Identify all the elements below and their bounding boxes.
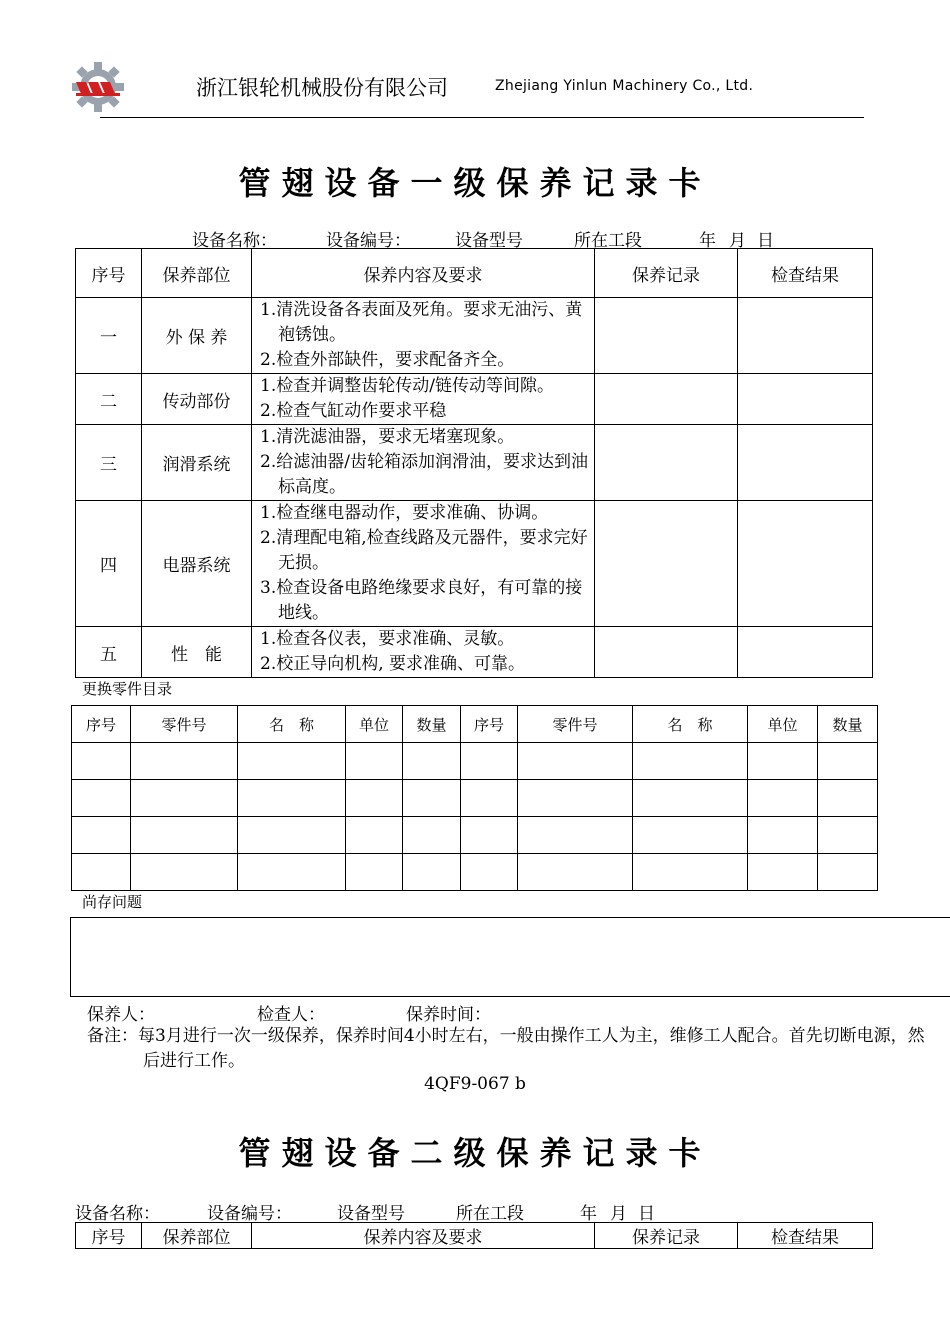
row-part: 电器系统 [142, 501, 252, 627]
row-content [252, 425, 595, 501]
header-cell: 序号 [76, 249, 142, 298]
result-cell[interactable] [738, 374, 873, 425]
inspector-label: 检查人： [257, 1005, 325, 1025]
date-month-label: 月 [610, 1204, 627, 1224]
card1-info-line [0, 226, 950, 250]
header-cell: 保养部位 [142, 1223, 252, 1249]
maintenance-table-1 [75, 248, 873, 678]
row-number: 五 [76, 627, 142, 678]
section-label: 所在工段 [574, 231, 642, 251]
maintenance-table-2 [75, 1222, 873, 1249]
parts-header-cell: 零件号 [131, 706, 238, 743]
parts-header-cell: 序号 [72, 706, 131, 743]
row-number: 四 [76, 501, 142, 627]
record-cell[interactable] [595, 298, 738, 374]
date-year-label: 年 [580, 1204, 597, 1224]
content-item: 2.校正导向机构, 要求准确、可靠。 [260, 654, 526, 674]
equipment-model-label: 设备型号 [337, 1204, 405, 1224]
document-code: 4QF9-067 b [424, 1074, 526, 1094]
header-cell: 保养记录 [595, 249, 738, 298]
row-content [252, 627, 595, 678]
record-cell[interactable] [595, 374, 738, 425]
table-header-row [76, 249, 873, 298]
result-cell[interactable] [738, 425, 873, 501]
issues-box[interactable] [70, 917, 950, 997]
header-cell: 保养内容及要求 [252, 1223, 595, 1249]
result-cell[interactable] [738, 298, 873, 374]
content-item: 1.检查并调整齿轮传动/链传动等间隙。 [260, 376, 554, 396]
maintenance-time-label: 保养时间： [406, 1005, 491, 1025]
parts-row[interactable] [72, 817, 878, 854]
content-item: 2.检查外部缺件，要求配备齐全。 [260, 350, 515, 370]
maintainer-label: 保养人： [87, 1005, 155, 1025]
header-cell: 保养内容及要求 [252, 249, 595, 298]
table-header-row [76, 1223, 873, 1249]
equipment-number-label: 设备编号： [207, 1204, 292, 1224]
table-row [76, 627, 873, 678]
result-cell[interactable] [738, 501, 873, 627]
parts-header-cell: 数量 [818, 706, 878, 743]
table-row [76, 501, 873, 627]
row-content [252, 501, 595, 627]
record-cell[interactable] [595, 627, 738, 678]
row-part: 传动部份 [142, 374, 252, 425]
equipment-name-label: 设备名称： [75, 1204, 160, 1224]
row-content [252, 298, 595, 374]
row-part: 润滑系统 [142, 425, 252, 501]
row-content [252, 374, 595, 425]
header-cell: 序号 [76, 1223, 142, 1249]
parts-row[interactable] [72, 743, 878, 780]
row-part: 性 能 [142, 627, 252, 678]
content-item: 2.清理配电箱,检查线路及元器件，要求完好无损。 [260, 528, 588, 573]
parts-header-cell: 单位 [748, 706, 818, 743]
date-month-label: 月 [729, 231, 746, 251]
parts-row[interactable] [72, 780, 878, 817]
row-number: 一 [76, 298, 142, 374]
table-row [76, 298, 873, 374]
content-item: 1.检查各仪表，要求准确、灵敏。 [260, 629, 515, 649]
card2-info-line [0, 1199, 950, 1223]
content-item: 1.清洗滤油器，要求无堵塞现象。 [260, 427, 515, 447]
parts-header-cell: 零件号 [518, 706, 633, 743]
date-year-label: 年 [699, 231, 716, 251]
table-row [76, 425, 873, 501]
date-day-label: 日 [638, 1204, 655, 1224]
row-part: 外 保 养 [142, 298, 252, 374]
parts-header-cell: 数量 [403, 706, 461, 743]
result-cell[interactable] [738, 627, 873, 678]
header-cell: 检查结果 [738, 1223, 873, 1249]
parts-row[interactable] [72, 854, 878, 891]
parts-header-cell: 序号 [461, 706, 518, 743]
row-number: 三 [76, 425, 142, 501]
replacement-parts-table [71, 705, 878, 891]
content-item: 1.清洗设备各表面及死角。要求无油污、黄袍锈蚀。 [260, 300, 583, 345]
remark-text: 备注：每3月进行一次一级保养，保养时间4小时左右，一般由操作工人为主，维修工人配合。首先切断电源，然后进行工作。 [87, 1026, 925, 1071]
parts-list-label: 更换零件目录 [82, 680, 173, 698]
equipment-model-label: 设备型号 [455, 231, 523, 251]
content-item: 1.检查继电器动作，要求准确、协调。 [260, 503, 549, 523]
parts-header-cell: 单位 [346, 706, 403, 743]
gear-yl-logo-icon [70, 62, 126, 112]
parts-header-cell: 名 称 [633, 706, 748, 743]
header-divider [100, 117, 864, 118]
header-cell: 检查结果 [738, 249, 873, 298]
card2-title: 管翅设备二级保养记录卡 [238, 1134, 712, 1172]
card1-title: 管翅设备一级保养记录卡 [238, 164, 712, 202]
content-item: 2.检查气缸动作要求平稳 [260, 401, 447, 421]
content-item: 2.给滤油器/齿轮箱添加润滑油，要求达到油标高度。 [260, 452, 588, 497]
company-name-cn: 浙江银轮机械股份有限公司 [196, 76, 448, 100]
row-number: 二 [76, 374, 142, 425]
parts-header-cell: 名 称 [238, 706, 346, 743]
record-cell[interactable] [595, 501, 738, 627]
parts-header-row [72, 706, 878, 743]
content-item: 3.检查设备电路绝缘要求良好，有可靠的接地线。 [260, 578, 583, 623]
section-label: 所在工段 [456, 1204, 524, 1224]
equipment-name-label: 设备名称： [192, 231, 277, 251]
header-cell: 保养记录 [595, 1223, 738, 1249]
issues-label: 尚存问题 [82, 893, 143, 911]
table-row [76, 374, 873, 425]
equipment-number-label: 设备编号： [326, 231, 411, 251]
date-day-label: 日 [757, 231, 774, 251]
company-name-en: Zhejiang Yinlun Machinery Co., Ltd. [495, 78, 754, 94]
record-cell[interactable] [595, 425, 738, 501]
header-cell: 保养部位 [142, 249, 252, 298]
